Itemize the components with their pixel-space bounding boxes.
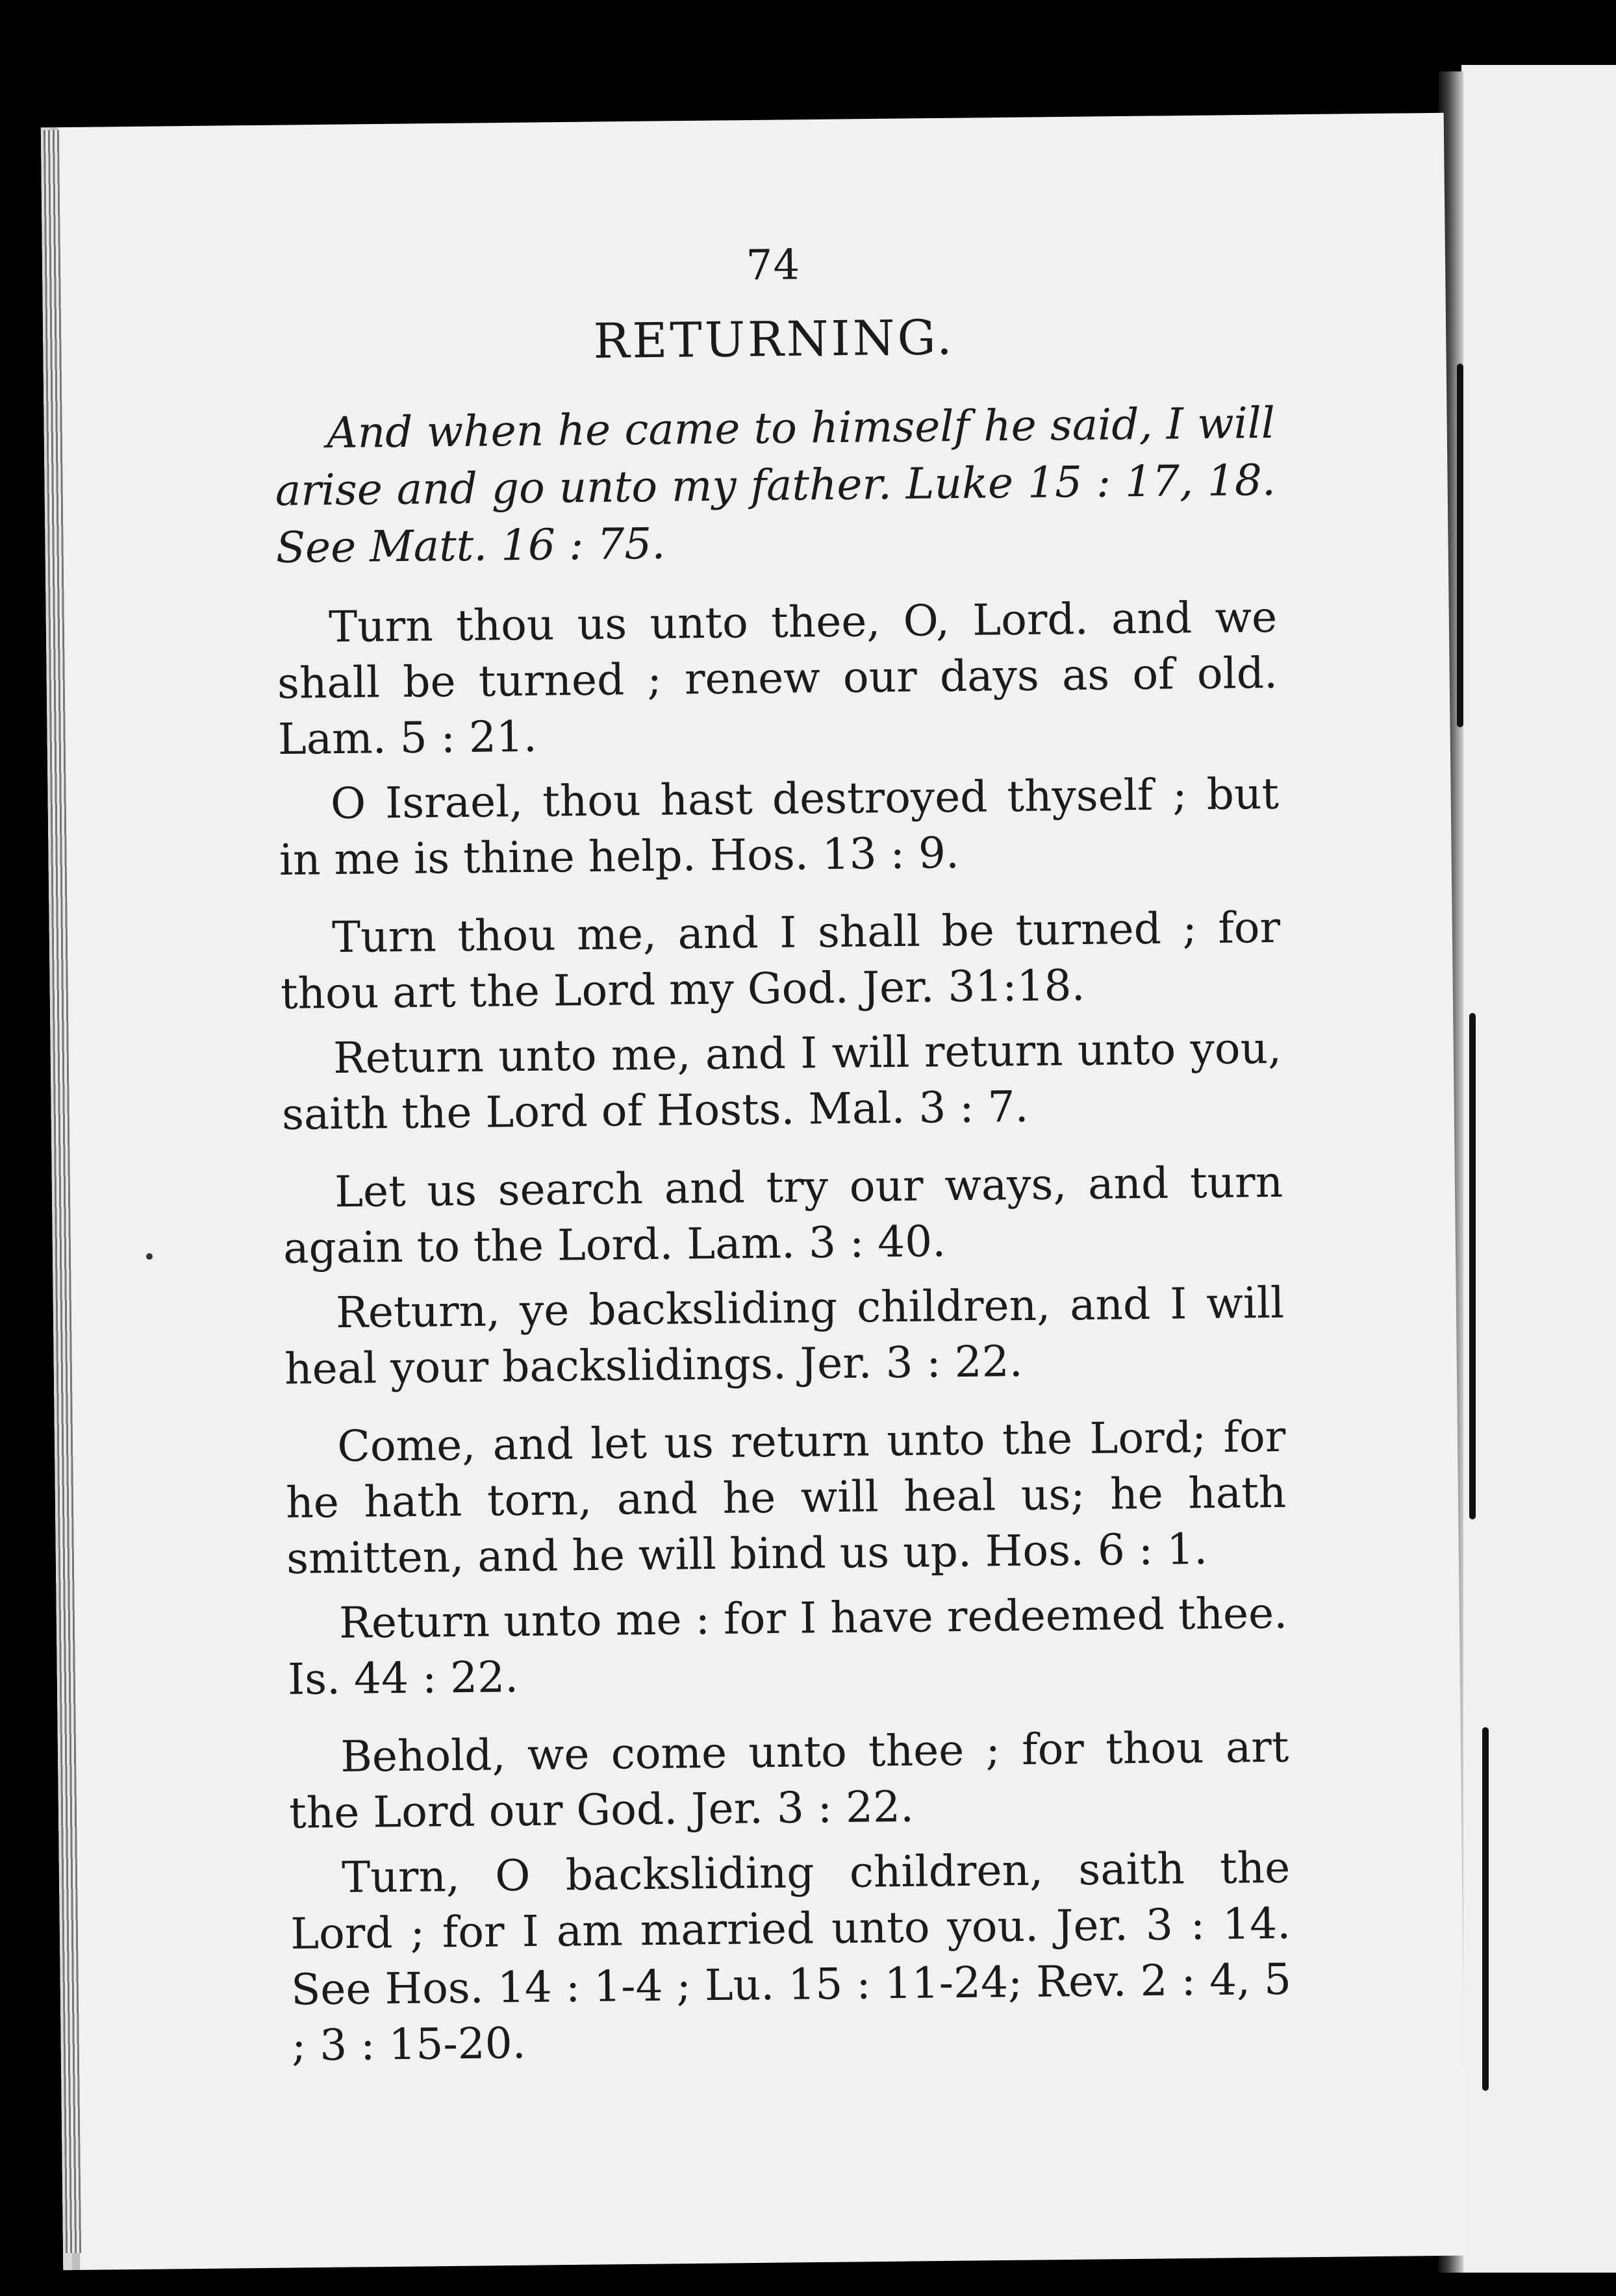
verse: Turn, O backsliding children, saith the Lord ; for I am married unto you. Jer. 3 : 14. See Hos. 14 : 1-4 ; Lu. 15 : 11-24; Rev. 2 : 4, 5 ; 3 : 15-20.: [290, 1842, 1292, 2071]
verse: Return, ye backsliding children, and I will heal your backslidings. Jer. 3 : 22.: [284, 1277, 1285, 1394]
binding-thread-mark: [1469, 1013, 1476, 1519]
binding-thread-mark: [1457, 364, 1463, 727]
verse: Return unto me : for I have redeemed thee. Is. 44 : 22.: [287, 1588, 1288, 1704]
verse: Turn thou us unto thee, O, Lord. and we shall be turned ; renew our days as of old. Lam. 5 : 21.: [277, 592, 1278, 764]
verse: Return unto me, and I will return unto you, saith the Lord of Hosts. Mal. 3 : 7.: [281, 1023, 1282, 1140]
page-title: RETURNING.: [593, 310, 955, 369]
page-number: 74: [746, 241, 801, 290]
verse: Behold, we come unto thee ; for thou art the Lord our God. Jer. 3 : 22.: [288, 1721, 1289, 1838]
verse: Let us search and try our ways, and turn again to the Lord. Lam. 3 : 40.: [283, 1156, 1283, 1273]
epigraph: And when he came to himself he said, I will arise and go unto my father. Luke 15 : 17, 18. See Matt. 16 : 75.: [275, 397, 1276, 573]
paper-speck: [146, 1253, 153, 1260]
binding-thread-mark: [1482, 1727, 1489, 2091]
verse: O Israel, thou hast destroyed thyself ; but in me is thine help. Hos. 13 : 9.: [279, 768, 1280, 885]
verse: Come, and let us return unto the Lord; for he hath torn, and he will heal us; he hath smitten, and he will bind us up. Hos. 6 : 1.: [285, 1411, 1287, 1584]
page-content: [273, 236, 1293, 2083]
verse: Turn thou me, and I shall be turned ; for thou art the Lord my God. Jer. 31:18.: [280, 902, 1281, 1019]
